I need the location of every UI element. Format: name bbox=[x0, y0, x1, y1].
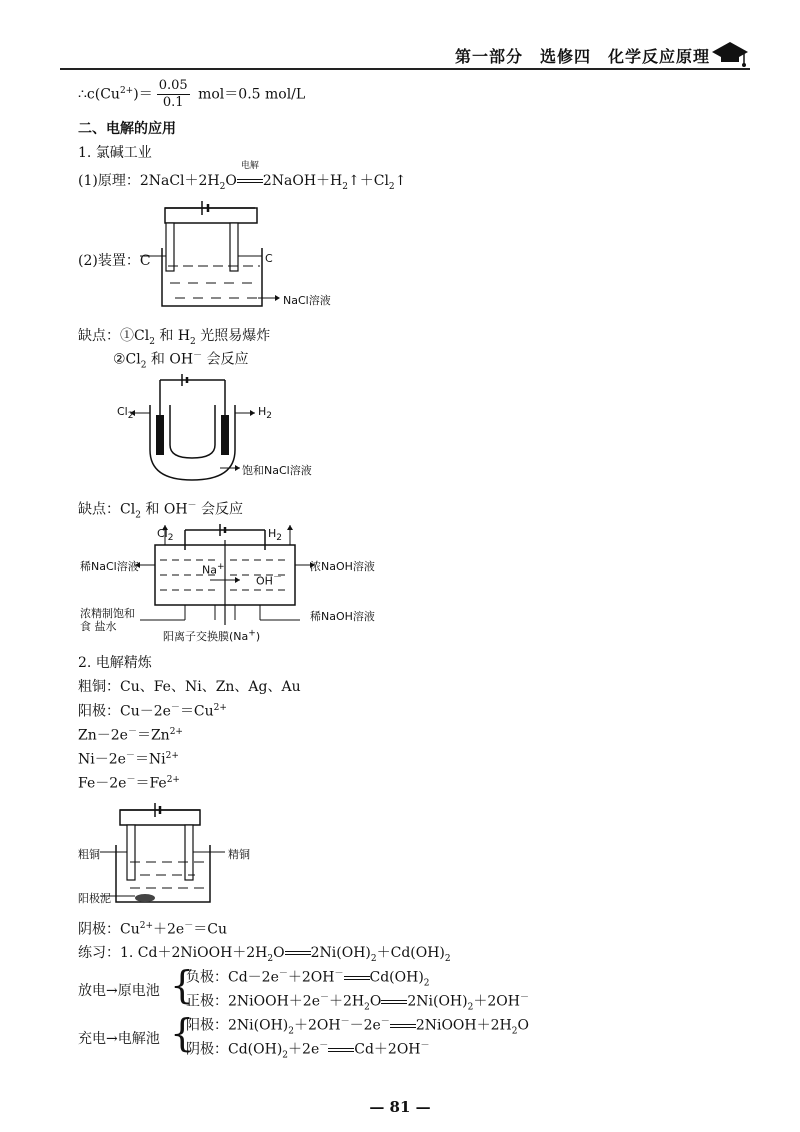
header-rule bbox=[60, 68, 750, 70]
zn-line: $Zn-2e^-=Zn^{2+}$ bbox=[78, 727, 183, 744]
calc-line: $\therefore c(Cu^{2+})=$ $\frac{0.05}{0.1}$ mol＝0.5 mol/L bbox=[78, 78, 306, 110]
page-header bbox=[0, 18, 800, 66]
cathode-line: 阴极：$Cu^{2+}+2e^-=Cu$ bbox=[78, 921, 227, 938]
membrane-cl2: $Cl_2$ bbox=[157, 527, 174, 544]
header-title: 第一部分 选修四 化学反应原理 bbox=[454, 47, 710, 66]
fe-line: $Fe-2e^-=Fe^{2+}$ bbox=[78, 775, 180, 792]
graduation-cap-icon bbox=[712, 38, 748, 68]
page-number: — 81 — bbox=[369, 1098, 431, 1116]
cl2-label: $Cl_2$ bbox=[117, 405, 134, 422]
h2-label: $H_2$ bbox=[258, 405, 273, 422]
positive-electrode-line: 正极：$2NiOOH+2e^-+2H_2O$ $2Ni(OH)_2+2OH^-$ bbox=[186, 993, 529, 1013]
brace-charge: { bbox=[170, 1011, 195, 1055]
anode-cu-line: 阳极：$Cu-2e^-=Cu^{2+}$ bbox=[78, 703, 227, 720]
subsection-title: 1. 氯碱工业 bbox=[78, 145, 152, 161]
conc-naoh-label: 浓NaOH溶液 bbox=[310, 560, 375, 573]
dilute-nacl-label: 稀NaCl溶液 bbox=[80, 560, 139, 573]
brine-inlet-label-2: 食 盐水 bbox=[80, 620, 117, 633]
membrane-label: 阳离子交换膜(Na+) bbox=[163, 628, 261, 643]
cathode-line-2: 阴极：$Cd(OH)_2+2e^-$ Cd＋2OH－ bbox=[186, 1041, 430, 1061]
saturated-nacl-label: 饱和NaCl溶液 bbox=[242, 464, 312, 477]
anode-mud-label: 阳极泥 bbox=[78, 892, 111, 905]
anode-line: 阳极：$2Ni(OH)_2+2OH^--2e^-$ $2NiOOH+2H_2O$ bbox=[186, 1017, 529, 1037]
dilute-naoh-label: 稀NaOH溶液 bbox=[310, 610, 375, 623]
na-ion-label: Na+ bbox=[202, 562, 225, 577]
membrane-h2: $H_2$ bbox=[268, 527, 283, 544]
nacl-solution-label: NaCl溶液 bbox=[283, 294, 331, 307]
subsection-title-2: 2. 电解精炼 bbox=[78, 655, 152, 671]
fraction: $\frac{0.05}{0.1}$ bbox=[158, 78, 188, 110]
defect-line-1: 缺点：$①Cl_2$ 和 $H_2$ 光照易爆炸 bbox=[78, 328, 271, 347]
crude-copper-line: 粗铜：Cu、Fe、Ni、Zn、Ag、Au bbox=[78, 679, 301, 695]
defect-line-3: 缺点：$Cl_2$ 和 OH－ 会反应 bbox=[78, 501, 243, 521]
practice-equation: 练习：1. $Cd+2NiOOH+2H_2O$ $2Ni(OH)_2+Cd(OH)_2$ bbox=[78, 945, 451, 964]
section-title: 二、电解的应用 bbox=[78, 121, 176, 137]
oh-ion-label: OH－ bbox=[256, 573, 282, 588]
principle-equation: (1)原理：$2NaCl+2H_2O$ 电解 $2NaOH+H_2↑+Cl_2↑$ bbox=[78, 161, 407, 192]
crude-copper-label: 粗铜 bbox=[78, 848, 100, 861]
brine-inlet-label-1: 浓精制饱和 bbox=[80, 607, 135, 620]
defect-line-2: $②Cl_2$ 和 OH－ 会反应 bbox=[113, 351, 249, 371]
negative-electrode-line: 负极：Cd－2e－＋2OH－ $Cd(OH)_2$ bbox=[186, 969, 430, 989]
device-label: (2)装置：C bbox=[78, 253, 151, 269]
charge-label: 充电→电解池 bbox=[78, 1031, 160, 1047]
electrode-c-right: C bbox=[265, 252, 273, 265]
ni-line: $Ni-2e^-=Ni^{2+}$ bbox=[78, 751, 179, 768]
pure-copper-label: 精铜 bbox=[228, 848, 250, 861]
discharge-label: 放电→原电池 bbox=[78, 983, 160, 999]
brace-discharge: { bbox=[170, 963, 195, 1007]
